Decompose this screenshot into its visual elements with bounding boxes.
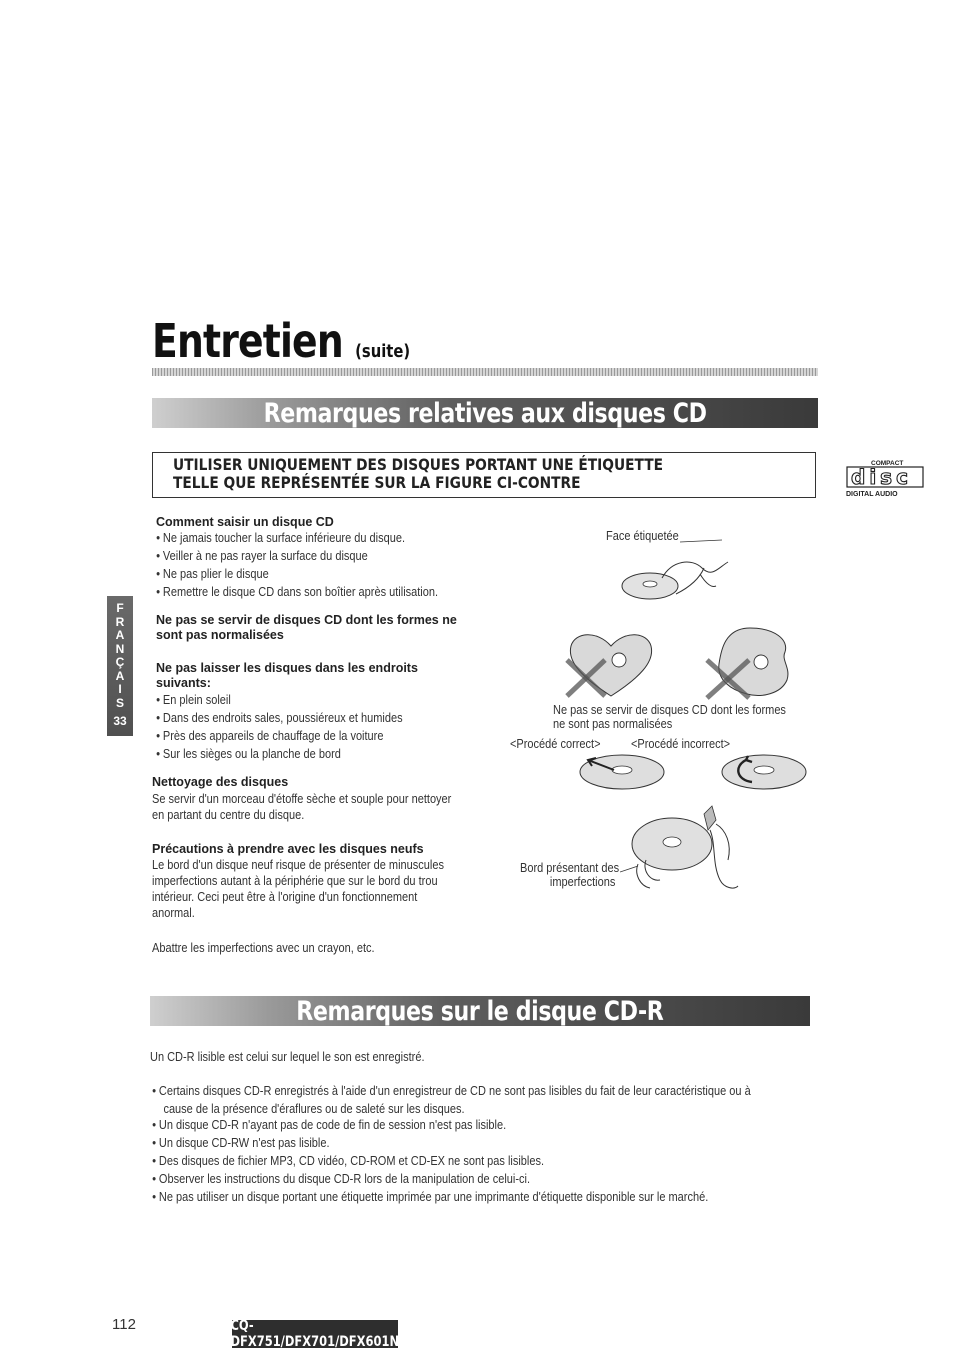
- logo-compact-text: COMPACT: [871, 460, 904, 467]
- language-side-tab: [107, 596, 133, 736]
- notice-line-2: TELLE QUE REPRÉSENTÉE SUR LA FIGURE CI-CONTRE: [173, 473, 581, 492]
- section-banner-cd: [152, 398, 818, 428]
- deburr-note: Abattre les imperfections avec un crayon, etc.: [152, 941, 375, 955]
- page-title: [152, 314, 411, 368]
- list-item-continuation: cause de la présence d'éraflures ou de saleté sur les disques.: [163, 1102, 465, 1116]
- list-item: ● En plein soleil: [156, 692, 403, 710]
- list-item: ● Dans des endroits sales, poussiéreux et humides: [156, 710, 403, 728]
- list-item: ● Observer les instructions du disque CD-R lors de la manipulation de celui-ci.: [152, 1171, 751, 1189]
- title-rule: [152, 368, 818, 376]
- list-item: ● Remettre le disque CD dans son boîtier après utilisation.: [156, 584, 438, 602]
- list-item: ● Ne pas plier le disque: [156, 566, 438, 584]
- side-tab-letter: I: [118, 682, 122, 696]
- hand-holding-disc-illustration: [600, 538, 750, 610]
- heart-shaped-disc-icon: [563, 630, 659, 700]
- irregular-shaped-disc-icon: [705, 624, 795, 700]
- list-item: ● Veiller à ne pas rayer la surface du disque: [156, 548, 438, 566]
- non-standard-heading: [156, 613, 457, 643]
- page-title-text: Entretien: [152, 314, 343, 368]
- model-number-badge: [232, 1320, 398, 1348]
- non-standard-heading-line-1: Ne pas se servir de disques CD dont les formes ne: [156, 613, 457, 627]
- side-tab-letter: F: [116, 601, 124, 615]
- hands-deburring-disc-illustration: [620, 800, 770, 895]
- list-item: ● Certains disques CD-R enregistrés à l'aide d'un enregistreur de CD ne sont pas lisibles du fait de leur caractéristique ou à: [152, 1083, 751, 1101]
- list-item: ● Ne pas utiliser un disque portant une étiquette imprimée par une imprimante d'étiquette disponible sur le marché.: [152, 1189, 751, 1207]
- list-item: ● Près des appareils de chauffage de la voiture: [156, 728, 403, 746]
- new-discs-line-3: intérieur. Ceci peut être à l'origine d'un fonctionnement: [152, 890, 418, 904]
- cleaning-line-1: Se servir d'un morceau d'étoffe sèche et souple pour nettoyer: [152, 792, 452, 806]
- places-heading-line-1: Ne pas laisser les disques dans les endroits: [156, 661, 418, 675]
- new-discs-line-2: imperfections autant à la périphérie que sur le bord du trou: [152, 874, 438, 888]
- handling-list: [156, 530, 477, 602]
- notice-text: [173, 456, 663, 492]
- non-standard-heading-line-2: sont pas normalisées: [156, 628, 284, 642]
- correct-method-caption: <Procédé correct>: [510, 737, 601, 751]
- section-banner-cdr-text: Remarques sur le disque CD-R: [296, 995, 664, 1027]
- cdr-notes-list: [152, 1083, 832, 1207]
- page-number: 112: [112, 1316, 136, 1333]
- cleaning-heading: Nettoyage des disques: [152, 775, 289, 789]
- cleaning-text: [152, 791, 492, 823]
- new-discs-text: [152, 857, 484, 921]
- side-tab-number: 33: [113, 714, 127, 728]
- new-discs-heading: Précautions à prendre avec les disques neufs: [152, 842, 424, 856]
- edge-caption-line-2: imperfections: [549, 875, 616, 889]
- incorrect-method-caption: <Procédé incorrect>: [631, 737, 731, 751]
- list-item: ● Un disque CD-R n'ayant pas de code de fin de session n'est pas lisible.: [152, 1117, 751, 1135]
- side-tab-letter: Ç: [115, 655, 125, 669]
- edge-caption-line-1: Bord présentant des: [520, 861, 620, 875]
- places-list: [156, 692, 436, 764]
- handling-heading: Comment saisir un disque CD: [156, 515, 334, 529]
- notice-box: [152, 452, 912, 498]
- new-discs-line-4: anormal.: [152, 906, 195, 920]
- logo-digital-audio-text: DIGITAL AUDIO: [846, 491, 898, 497]
- compact-disc-logo: [843, 457, 935, 502]
- places-heading: [156, 661, 418, 691]
- edge-imperfections-caption: [520, 861, 633, 889]
- list-item: ● Un disque CD-RW n'est pas lisible.: [152, 1135, 751, 1153]
- label-side-caption: Face étiquetée: [606, 529, 679, 543]
- section-banner-cd-text: Remarques relatives aux disques CD: [263, 397, 707, 429]
- side-tab-letter: R: [115, 614, 125, 629]
- shapes-caption-line-2: ne sont pas normalisées: [553, 717, 673, 731]
- side-tab-letter: S: [115, 695, 124, 710]
- new-discs-line-1: Le bord d'un disque neuf risque de présenter de minuscules: [152, 858, 444, 872]
- side-tab-letter: N: [115, 641, 125, 656]
- shapes-caption: [553, 703, 818, 731]
- logo-disc-text: disc: [851, 465, 912, 489]
- side-tab-letter: A: [115, 628, 125, 642]
- shapes-caption-line-1: Ne pas se servir de disques CD dont les formes: [553, 703, 786, 717]
- section-banner-cdr: [150, 996, 810, 1026]
- cleaning-line-2: en partant du centre du disque.: [152, 808, 305, 822]
- list-item: ● Sur les sièges ou la planche de bord: [156, 746, 403, 764]
- list-item: ● Des disques de fichier MP3, CD vidéo, CD-ROM et CD-EX ne sont pas lisibles.: [152, 1153, 751, 1171]
- side-tab-letter: A: [115, 668, 125, 683]
- model-number-text: CQ-DFX751/DFX701/DFX601N: [230, 1318, 400, 1350]
- correct-cleaning-disc-icon: [574, 748, 674, 792]
- incorrect-cleaning-disc-icon: [712, 748, 812, 792]
- cdr-intro: Un CD-R lisible est celui sur lequel le son est enregistré.: [150, 1050, 425, 1064]
- list-item: ● Ne jamais toucher la surface inférieure du disque.: [156, 530, 438, 548]
- notice-line-1: UTILISER UNIQUEMENT DES DISQUES PORTANT UNE ÉTIQUETTE: [173, 455, 664, 474]
- places-heading-line-2: suivants:: [156, 676, 211, 690]
- page-title-suffix: (suite): [355, 341, 411, 362]
